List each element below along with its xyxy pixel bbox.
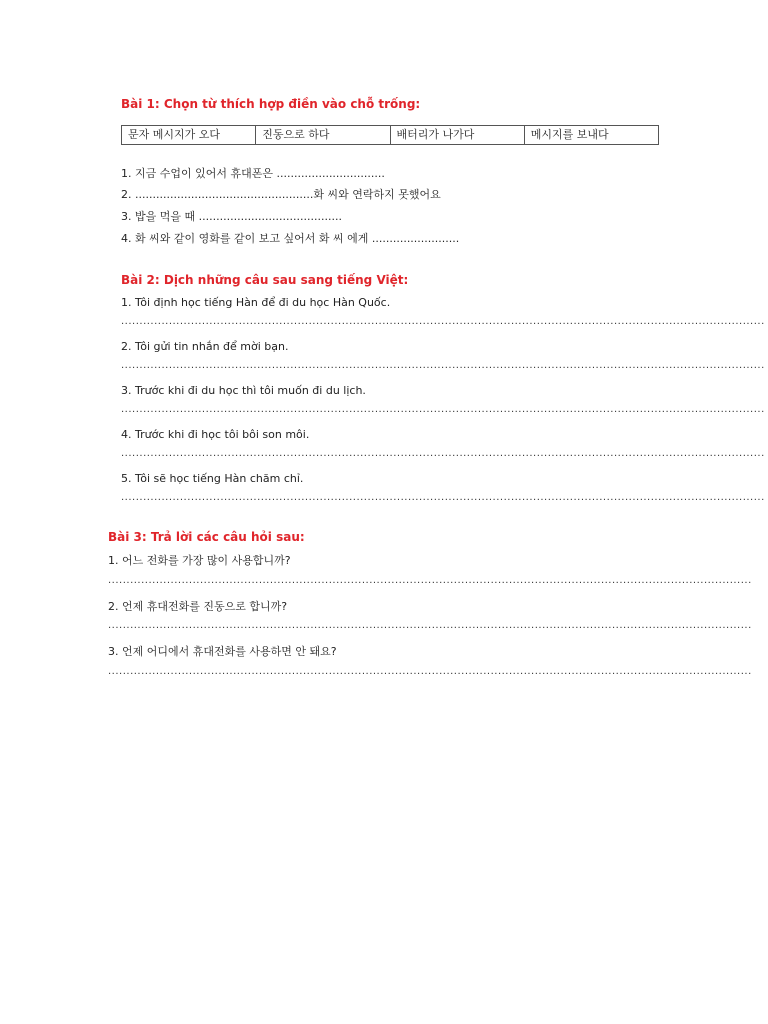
answer-line-3-1: ...............................................................................................................................................................................	[108, 575, 752, 586]
word-bank-table	[121, 125, 659, 145]
answer-line-2-5: ...............................................................................................................................................................................	[121, 492, 765, 503]
exercise-2-item-3: 3. Trước khi đi du học thì tôi muốn đi du lịch.	[121, 384, 366, 397]
word-bank-cell-4: 메시지를 보내다	[524, 126, 658, 145]
word-bank-cell-3: 배터리가 나가다	[390, 126, 524, 145]
exercise-1-item-4: 4. 화 씨와 같이 영화를 같이 보고 싶어서 화 씨 에게 .........................	[121, 232, 460, 245]
exercise-1-item-3: 3. 밥을 먹을 때 .........................................	[121, 210, 342, 223]
answer-line-2-4: ...............................................................................................................................................................................	[121, 448, 765, 459]
exercise-2-item-5: 5. Tôi sẽ học tiếng Hàn chăm chỉ.	[121, 472, 304, 485]
answer-line-2-2: ...............................................................................................................................................................................	[121, 360, 765, 371]
answer-line-2-3: ...............................................................................................................................................................................	[121, 404, 765, 415]
exercise-3-item-1: 1. 어느 전화를 가장 많이 사용합니까?	[108, 554, 291, 567]
answer-line-3-3: ...............................................................................................................................................................................	[108, 666, 752, 677]
exercise-2-item-2: 2. Tôi gửi tin nhắn để mời bạn.	[121, 340, 289, 353]
answer-line-3-2: ...............................................................................................................................................................................	[108, 620, 752, 631]
answer-line-2-1: ...............................................................................................................................................................................	[121, 316, 765, 327]
exercise-1-item-1: 1. 지금 수업이 있어서 휴대폰은 ...............................	[121, 167, 385, 180]
exercise-2-item-4: 4. Trước khi đi học tôi bôi son môi.	[121, 428, 310, 441]
word-bank-cell-1: 문자 메시지가 오다	[122, 126, 256, 145]
exercise-3-item-2: 2. 언제 휴대전화를 진동으로 합니까?	[108, 600, 288, 613]
exercise-1-title: Bài 1: Chọn từ thích hợp điền vào chỗ trống:	[121, 97, 421, 111]
exercise-3-item-3: 3. 언제 어디에서 휴대전화를 사용하면 안 돼요?	[108, 645, 337, 658]
exercise-3-title: Bài 3: Trả lời các câu hỏi sau:	[108, 530, 305, 544]
exercise-2-item-1: 1. Tôi định học tiếng Hàn để đi du học Hàn Quốc.	[121, 296, 391, 309]
exercise-2-title: Bài 2: Dịch những câu sau sang tiếng Việt:	[121, 273, 409, 287]
word-bank-cell-2: 진동으로 하다	[256, 126, 390, 145]
exercise-1-item-2: 2. ...................................................화 씨와 연락하지 못했어요	[121, 188, 441, 201]
